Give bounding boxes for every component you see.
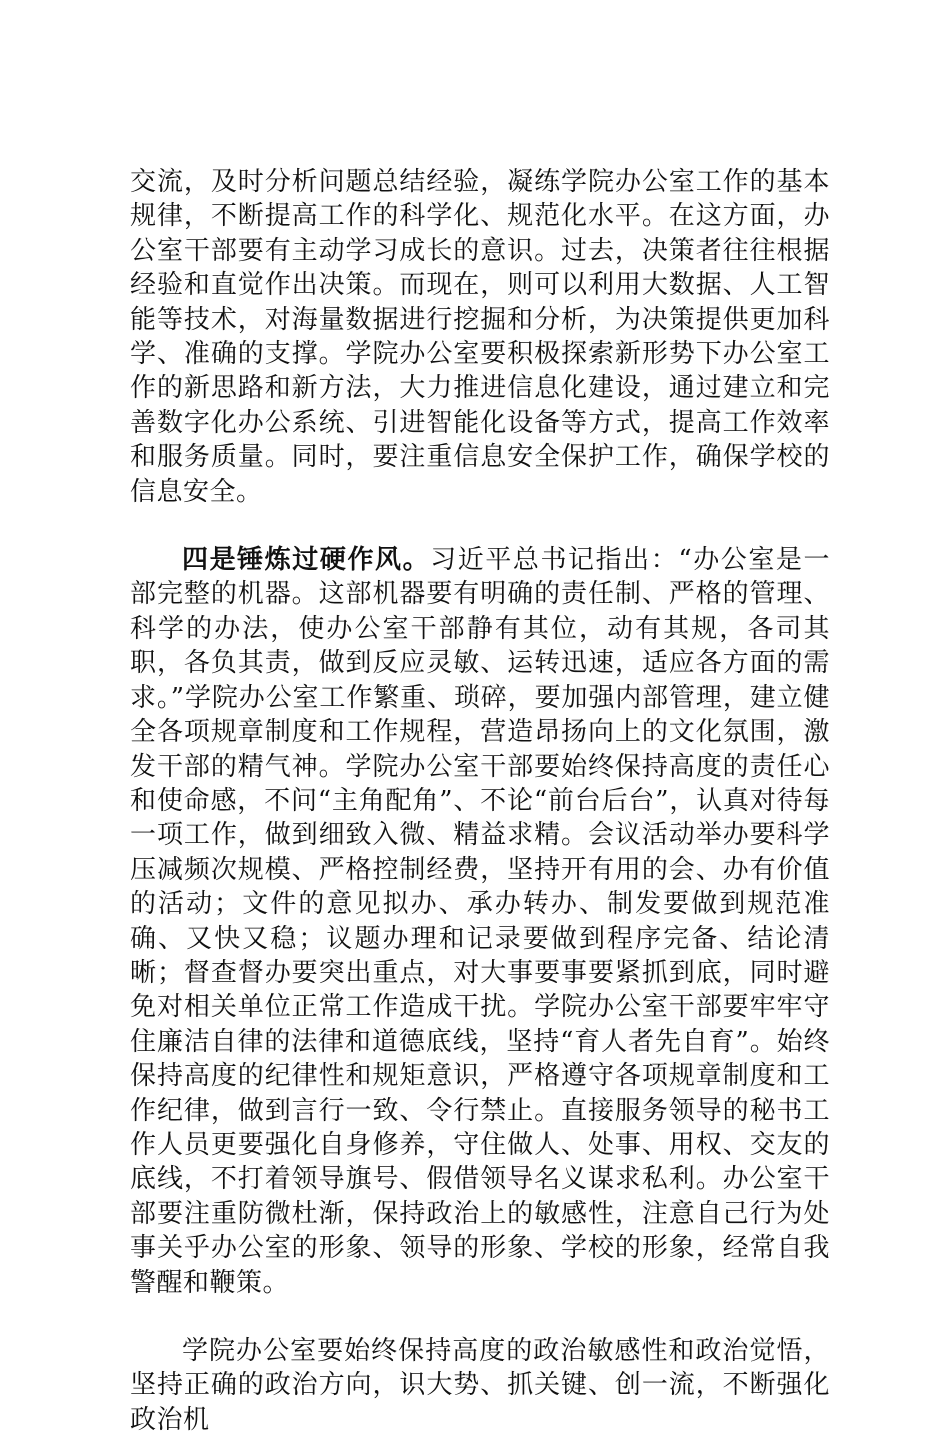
paragraph-lead-heading: 四是锤炼过硬作风。 — [182, 545, 431, 576]
paragraph-text: 学院办公室要始终保持高度的政治敏感性和政治觉悟，坚持正确的政治方向，识大势、抓关键、创一流，不断强化政治机 — [130, 1336, 830, 1435]
paragraph-continuation — [130, 165, 830, 509]
document-page — [130, 165, 830, 1437]
paragraph-text: 交流，及时分析问题总结经验，凝练学院办公室工作的基本规律，不断提高工作的科学化、规范化水平。在这方面，办公室干部要有主动学习成长的意识。过去，决策者往往根据经验和直觉作出决策。而现在，则可以利用大数据、人工智能等技术，对海量数据进行挖掘和分析，为决策提供更加科学、准确的支撑。学院办公室要积极探索新形势下办公室工作的新思路和新方法，大力推进信息化建设，通过建立和完善数字化办公系统、引进智能化设备等方式，提高工作效率和服务质量。同时，要注重信息安全保护工作，确保学校的信息安全。 — [130, 167, 830, 507]
paragraph-conclusion — [130, 1334, 830, 1437]
paragraph-text: 习近平总书记指出：“办公室是一部完整的机器。这部机器要有明确的责任制、严格的管理、科学的办法，使办公室干部静有其位，动有其规，各司其职，各负其责，做到反应灵敏、运转迅速，适应各方面的需求。”学院办公室工作繁重、琐碎，要加强内部管理，建立健全各项规章制度和工作规程，营造昂扬向上的文化氛围，激发干部的精气神。学院办公室干部要始终保持高度的责任心和使命感，不问“主角配角”、不论“前台后台”，认真对待每一项工作，做到细致入微、精益求精。会议活动举办要科学压减频次规模、严格控制经费，坚持开有用的会、办有价值的活动；文件的意见拟办、承办转办、制发要做到规范准确、又快又稳；议题办理和记录要做到程序完备、结论清晰；督查督办要突出重点，对大事要事要紧抓到底，同时避免对相关单位正常工作造成干扰。学院办公室干部要牢牢守住廉洁自律的法律和道德底线，坚持“育人者先自育”。始终保持高度的纪律性和规矩意识，严格遵守各项规章制度和工作纪律，做到言行一致、令行禁止。直接服务领导的秘书工作人员更要强化自身修养，守住做人、处事、用权、交友的底线，不打着领导旗号、假借领导名义谋求私利。办公室干部要注重防微杜渐，保持政治上的敏感性，注意自己行为处事关乎办公室的形象、领导的形象、学校的形象，经常自我警醒和鞭策。 — [130, 545, 830, 1298]
paragraph-work-style — [130, 543, 830, 1300]
